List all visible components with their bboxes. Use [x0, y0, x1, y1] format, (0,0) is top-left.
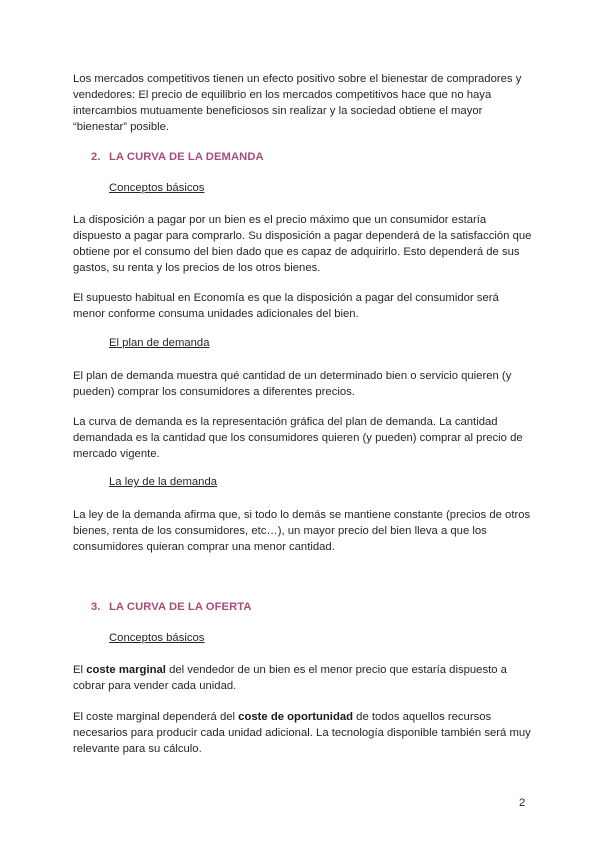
- section-2-paragraph-1: La disposición a pagar por un bien es el precio máximo que un consumidor estaría dispuesto a pagar para comprarlo. Su disposición a pagar dependerá de la satisfacción que obtiene por el consumo del bien dado que es capaz de adquirirlo. Esto dependerá de sus gastos, su renta y los precios de los otros bienes.: [73, 214, 532, 274]
- term-coste-marginal: coste marginal: [86, 664, 166, 676]
- section-2-paragraph-3: El plan de demanda muestra qué cantidad de un determinado bien o servicio quieren (y pueden) comprar los consumidores a diferentes precios.: [73, 370, 512, 398]
- section-2-subheading-ley: La ley de la demanda: [109, 476, 218, 488]
- section-3-heading: [91, 601, 252, 613]
- section-3-p1-start: El: [73, 664, 87, 676]
- section-3-p2-end: de todos aquellos recursos necesarios para producir cada unidad adicional. La tecnología disponible también será muy relevante para su cálculo.: [73, 711, 531, 755]
- section-3-p1-end: del vendedor de un bien es el menor precio que estaría dispuesto a cobrar para vender cada unidad.: [73, 664, 507, 692]
- section-3-title: LA CURVA DE LA OFERTA: [109, 601, 252, 613]
- term-coste-de-oportunidad: coste de oportunidad: [238, 711, 354, 723]
- section-2-heading: [91, 151, 264, 163]
- section-2-subheading-plan: El plan de demanda: [109, 337, 210, 349]
- section-3-subheading-conceptos: Conceptos básicos: [109, 632, 205, 644]
- section-2-paragraph-2: El supuesto habitual en Economía es que la disposición a pagar del consumidor será menor conforme consuma unidades adicionales del bien.: [73, 292, 499, 320]
- section-3-p2-start: El coste marginal dependerá del: [73, 711, 239, 723]
- section-3-number: 3.: [91, 601, 101, 613]
- section-2-number: 2.: [91, 151, 101, 163]
- section-3-paragraph-1: [73, 662, 533, 694]
- intro-paragraph: Los mercados competitivos tienen un efecto positivo sobre el bienestar de compradores y vendedores: El precio de equilibrio en los mercados competitivos hace que no haya intercambios mutuamente beneficiosos sin realizar y la sociedad obtiene el mayor “bienestar” posible.: [73, 73, 522, 133]
- section-3-paragraph-2: [73, 709, 533, 757]
- section-2-subheading-conceptos: Conceptos básicos: [109, 182, 205, 194]
- page-number: 2: [519, 797, 526, 809]
- section-2-paragraph-4: La curva de demanda es la representación gráfica del plan de demanda. La cantidad demandada es la cantidad que los consumidores quieren (y pueden) comprar al precio de mercado vigente.: [73, 416, 523, 460]
- section-2-title: LA CURVA DE LA DEMANDA: [109, 151, 264, 163]
- section-2-paragraph-5: La ley de la demanda afirma que, si todo lo demás se mantiene constante (precios de otros bienes, renta de los consumidores, etc…), un mayor precio del bien lleva a que los consumidores quieran comprar una menor cantidad.: [73, 509, 531, 553]
